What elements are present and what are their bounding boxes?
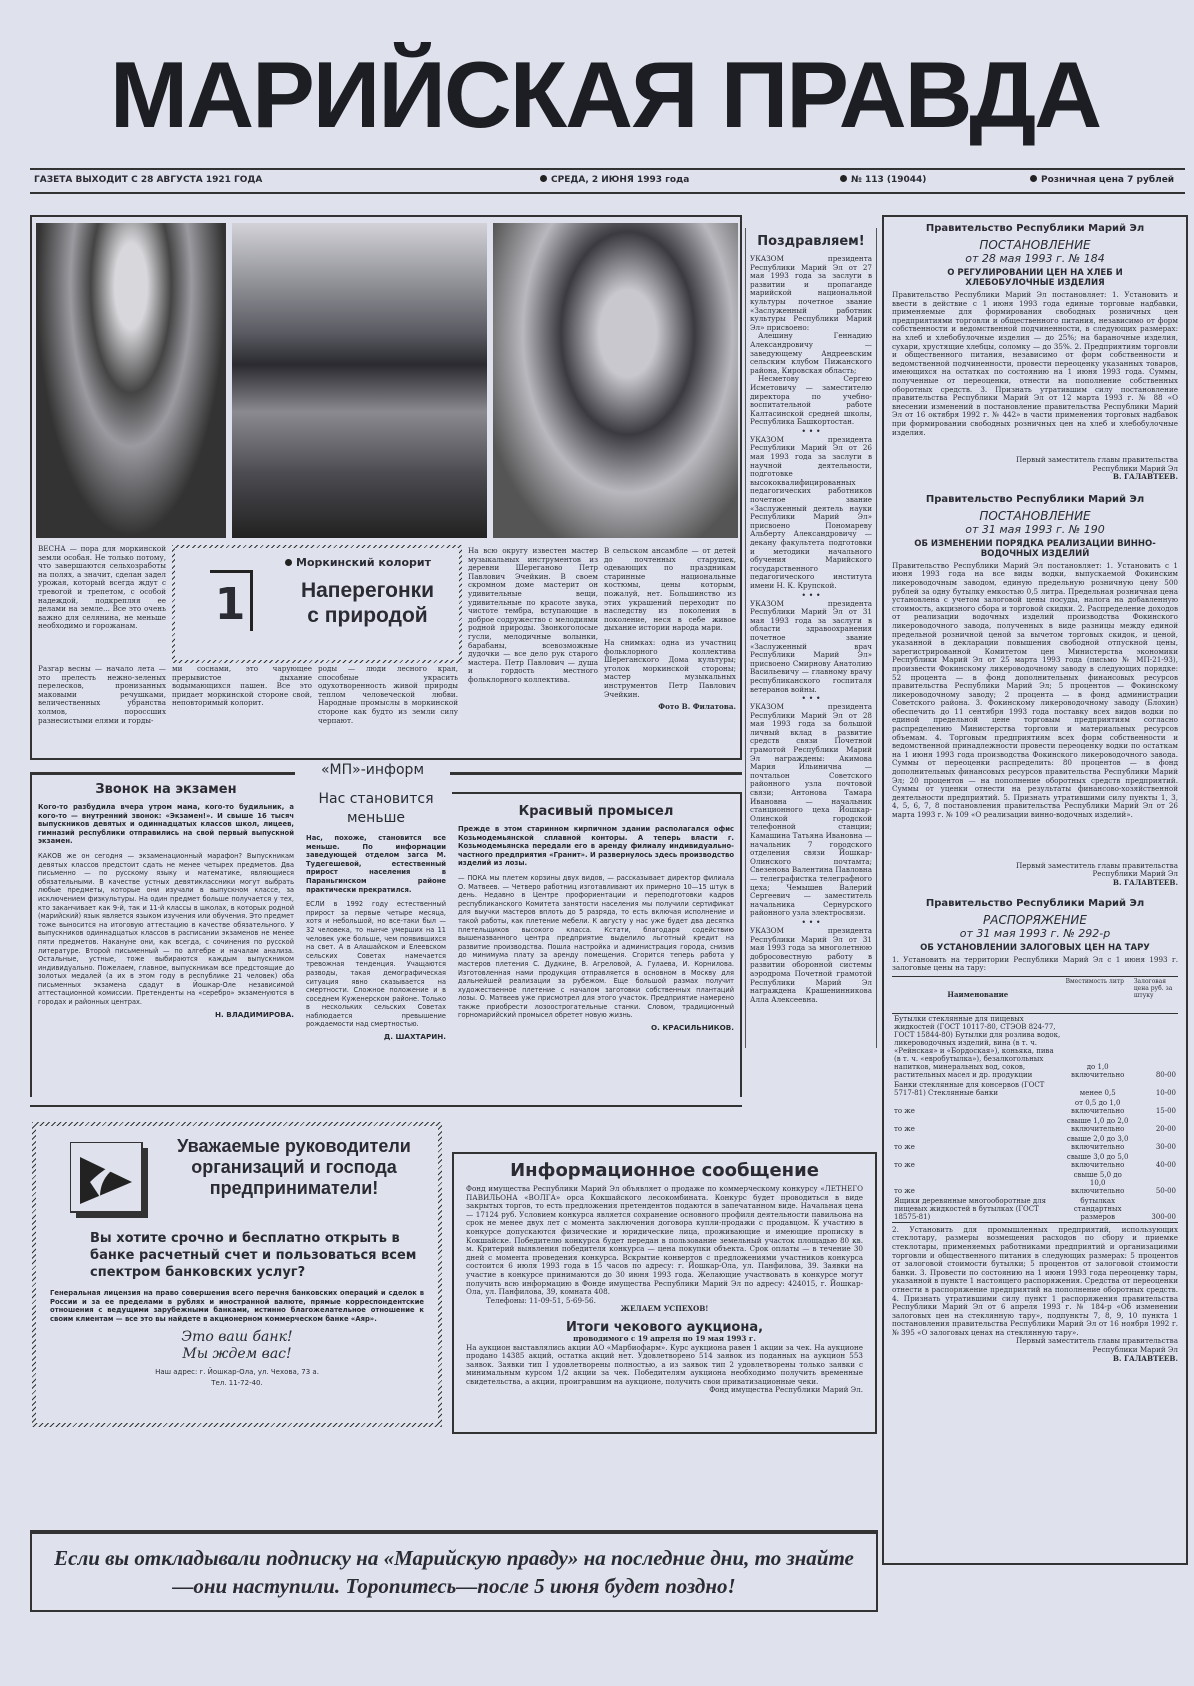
info-phones: Телефоны: 11-09-51, 5-69-56.	[486, 1295, 596, 1305]
article-lead: Прежде в этом старинном кирпичном здании располагался офис Козьмодемьянской сплавной конторы. А теперь власти г. Козьмодемьянска передали его в аренду филиалу индивидуально-частного предприятия «Гранит». И развернулось здесь производство изделий из лозы.	[458, 825, 734, 868]
decree-body: 2. Установить для промышленных предприятий, использующих стеклотару, размеры возмещения расходов по сбору и приемке стеклотары, применяемых работниками предприятий и организациями торговли и общественного питания в следующих размерах: 5 процентов от залоговой стоимости бутылки; 5 процентов от залоговой стоимости банки. 3. Провести по состоянию на 1 июня 1993 года переоценку тары, указанной в пункте 1 настоящего распоряжения. Средства от переоценки отнести в распоряжение предприятий на пополнение оборотных средств. 4. Признать утратившими силу пункт 1 распоряжения правительства Республики Марий Эл от 6 апреля 1993 г. № 184-р «Об изменении залоговых цен на стеклянную тару», подпункты 7, 8, 9, 10 пункта 1 постановления правительства Республики Марий Эл от 16 ноября 1992 г. № 395 «О залоговых ценах на стеклянную тару».	[892, 1224, 1178, 1337]
price: Розничная цена 7 рублей	[1041, 175, 1175, 185]
order-292	[892, 898, 1178, 1364]
article-title: Нас становится меньше	[318, 791, 434, 826]
table-row	[892, 1196, 1178, 1223]
rubric-mp-inform: «МП»-информ	[320, 762, 425, 778]
decree-text: Алешину Геннадию Александровичу — заведующему Андреевским сельским клубом Пижанского района, Кировская область;	[750, 331, 872, 375]
decree-title: О РЕГУЛИРОВАНИИ ЦЕН НА ХЛЕБ И ХЛЕБОБУЛОЧНЫЕ ИЗДЕЛИЯ	[947, 268, 1123, 288]
auction-subtitle: проводимого с 19 апреля по 19 мая 1993 г.	[573, 1333, 756, 1343]
decree-body: Правительство Республики Марий Эл постановляет: 1. Установить и ввести в действие с 1 июня 1993 года единые торговые надбавки, применяемые для формирования свободных розничных цен предприятиями торговли и общественного питания, независимо от форм собственности и ведомственной подчиненности, в следующих размерах: на хлеб и хлебобулочные изделия — до 25%; на бараночные изделия, сухари, хрустящие хлебцы, соломку — до 35%. 2. Предприятиям торговли и общественного питания, независимо от форм собственности и ведомственной подчиненности, провести переоценку указанных товаров, имеющихся на остатках по состоянию на 1 июня 1993 года. Суммы, полученные от переоценки, отнести на пополнение собственных оборотных средств. 3. Признать утратившим силу постановление правительства Республики Марий Эл от 12 марта 1993 г. № 88 «О внесении изменений в постановление правительства Республики Марий Эл от 16 октября 1992 г. № 442» в части применения торговых надбавок при формировании свободных розничных цен на хлеб и хлебобулочные изделия.	[892, 290, 1178, 437]
decree-issuer: Правительство Республики Марий Эл	[925, 493, 1145, 505]
article-craft	[452, 792, 742, 1097]
bullet-icon	[840, 175, 847, 182]
auction-body: На аукцион выставлялись акции АО «Марбиофарм». Курс аукциона равен 1 акции за чек. На аукционе продано 14385 акций, остатка акций нет. Удовлетворено 514 заявок из поданных на аукцион 553 заявок. Заявки тип I удовлетворены полностью, а из заявок тип 2 удовлетворены только заявки с минимальным курсом 1/2 акции за чек. Победителям аукциона необходимо получить временные свидетельства, а акции, проигравшим на аукционе, получить свои приватизационные чеки.	[466, 1342, 863, 1386]
decree-text: УКАЗОМ президента Республики Марий Эл от 26 мая 1993 года за заслуги в научной деятельности, подготовке высококвалифицированных педагогических работников почетное звание «Заслуженный деятель науки Республики Марий Эл» присвоено Пономареву Альберту Александровичу — декану факультета подготовки и методики начального обучения Марийского государственного педагогического института имени Н. К. Крупской.	[750, 434, 872, 590]
info-wish: ЖЕЛАЕМ УСПЕХОВ!	[620, 1304, 709, 1314]
column-header: Вместимость литр	[1065, 977, 1125, 985]
deposit-price: 15-00	[1155, 1106, 1176, 1115]
column-header: Наименование	[947, 990, 1009, 1000]
info-message	[452, 1152, 877, 1434]
photo-landscape	[232, 223, 487, 538]
table-row	[892, 1170, 1178, 1196]
decree-body: 1. Установить на территории Республики Марий Эл с 1 июня 1993 г. залоговые цены на тару:	[892, 954, 1178, 973]
congrats-column: Поздравляем! УКАЗОМ президента Республики Марий Эл от 27 мая 1993 года за заслуги в развитии и пропаганде марийской национальной культуры почетное звание «Заслуженный работник культуры Республики Марий Эл» присвоено: Алешину Геннадию Александровичу — заведующему Андреевским сельским клубом Пижанского района, Кировская область; Несметову Сергею Исметовичу — заместителю директора по учебно-воспитательной работе Калтасинской средней школы, Республика Башкортостан. • • • УКАЗОМ президента Республики Марий Эл от 26 мая 1993 года за заслуги в научной деятельности, подготовке высококвалифицированных педагогических работников почетное звание «Заслуженный деятель науки Республики Марий Эл» присвоено Пономареву Альберту Александровичу — декану факультета подготовки и методики начального обучения Марийского государственного педагогического института имени Н. К. Крупской. • • • УКАЗОМ президента Республики Марий Эл от 31 мая 1993 года за заслуги в области здравоохранения почетное звание «Заслуженный врач Республики Марий Эл» присвоено Смирнову Анатолию Васильевичу — главному врачу республиканского госпиталя ветеранов войны. • • • УКАЗОМ президента Республики Марий Эл от 28 мая 1993 года за большой личный вклад в развитие средств связи Почетной грамотой Республики Марий Эл награждены: Акимова Мария Ильинична — почтальон Советского районного узла почтовой связи; Антонова Тамара Ивановна — начальник станционного цеха Йошкар-Олинской городской телефонной станции; Камашина Татьяна Ивановна — начальник 7 городского отделения связи Йошкар-Олинского почтамта; Свезенова Валентина Павловна — телеграфистка телеграфного цеха; Чемышев Валерий Сергеевич — заместитель начальника Сернурского районного узла электросвязи. • • • УКАЗОМ президента Республики Марий Эл от 31 мая 1993 года за многолетнюю добросовестную работу в развитии оборонной системы аэродрома Почетной грамотой Республики Марий Эл награждена Крашенинникова Алла Алексеевна.	[745, 228, 877, 1048]
table-row	[892, 1116, 1178, 1134]
congrats-title: Поздравляем!	[757, 234, 865, 249]
deposit-price: 20-00	[1155, 1124, 1176, 1133]
article-body: — ПОКА мы плетем корзины двух видов, — рассказывает директор филиала О. Матвеев. — Четверо работниц изготавливают их примерно 10—15 штук в день. Недавно в Центре профориентации и переподготовки кадров республиканского Комитета занятости населения мы получили сертификат для выучки мастеров вплоть до 5 разряда, то есть включая исполнение и такой работы, как плетение мебели. К августу у нас уже будет два десятка плетельщиков высокого класса. Кстати, благодаря содействию вышеназванного центра предприятие выделило льготный кредит на развитие производства. Пошла настройка и администрация города, снизив до минимума плату за аренду помещения. Сгорится теперь работа у мастеров плетения С. Дудкине, В. Агреловой, А. Гулаева, И. Корнилова. Изготовленная нами продукция отправляется в основном в Москву для дальнейшей реализации за рубежом. Еще большой размах получит художественное плетение с началом заготовки собственных плантаций лозы. О. Матвеев уже присмотрел для этого участок. Предприятие намерено также приобрести лозоострогательные станки. Словом, традиционный горномарийский промысел обретет новую жизнь.	[458, 873, 734, 1020]
decree-issuer: Правительство Республики Марий Эл	[925, 897, 1145, 909]
decree-type: ПОСТАНОВЛЕНИЕ	[979, 238, 1091, 252]
bullet-icon	[285, 559, 292, 566]
bullet-icon	[540, 175, 547, 182]
rubric: Моркинский колорит	[296, 556, 431, 569]
capacity: свыше 3,0 до 5,0 включительно	[1066, 1152, 1129, 1169]
deposit-price: 40-00	[1155, 1160, 1176, 1169]
feature-headline-frame	[172, 545, 462, 663]
item-name: Ящики деревянные многооборотные для пищевых жидкостей в бутылках (ГОСТ 18575-81)	[894, 1196, 1046, 1221]
decree-date: от 28 мая 1993 г. № 184	[965, 252, 1105, 265]
decree-184	[892, 223, 1178, 482]
bank-logo-icon	[70, 1142, 150, 1220]
feature-intro: ВЕСНА — пора для моркинской земли особая. Не только потому, что завершаются сельхозработы на полях, а значит, сделан задел урожая, который всегда ждут с тревогой и трепетом, с особой надеждой, подкрепляя ее делами на земле... Все это очень важно для селянина, не меньше необходимо и горожанам.	[38, 544, 166, 631]
feature-col3: роды — люди лесного края, способные украсить одухотворенность живой природы теплом человеческой любви. Народные промыслы в моркинской стороне как будто из земли силу черпают.	[318, 664, 458, 725]
government-decrees	[882, 215, 1188, 1565]
photo-credit: Фото В. Филатова.	[658, 702, 736, 712]
capacity: от 0,5 до 1,0 включительно	[1071, 1098, 1125, 1115]
deposit-price: 50-00	[1155, 1186, 1176, 1195]
info-title: Информационное сообщение	[510, 1160, 819, 1181]
decree-title: ОБ УСТАНОВЛЕНИИ ЗАЛОГОВЫХ ЦЕН НА ТАРУ	[920, 942, 1150, 953]
photo-woman-in-costume	[36, 223, 226, 538]
item-name: то же	[894, 1160, 915, 1169]
article-exam	[30, 772, 300, 1097]
subscription-banner	[30, 1530, 878, 1612]
info-bar	[30, 168, 1185, 194]
deposit-price: 300-00	[1151, 1212, 1176, 1221]
capacity: до 1,0 включительно	[1071, 1062, 1125, 1079]
feature-col1: Разгар весны — начало лета — это прелесть нежно-зеленых перелесков, пронизанных маковыми речушками, величественных убранства холмов, пороссших разнесистыми елями и горды-	[38, 664, 166, 725]
bank-slogan: Мы ждем вас!	[182, 1346, 292, 1363]
feature-col4: На всю округу известен мастер музыкальных инструментов из деревни Шереганово Петр Павлович Эчейкин. В своем скромном доме мастерит он удивительные вещи, удивительные по красоте звука, чистоте тембра, вступающие в доброе содружество с мелодиями родной природы. Звонкоголосые гусли, мелодичные волынки, барабаны, всевозможные дудочки — все дело рук старого мастера. Петр Павлович — душа и гордость местного фольклорного коллектива.	[468, 546, 598, 684]
headline-line2: с природой	[307, 604, 428, 627]
decree-text: УКАЗОМ президента Республики Марий Эл от 27 мая 1993 года за заслуги в развитии и пропаганде марийской национальной культуры почетное звание «Заслуженный работник культуры Республики Марий Эл» присвоено:	[750, 254, 872, 332]
bank-phone: Тел. 11-72-40.	[211, 1379, 263, 1388]
item-name: то же	[894, 1124, 915, 1133]
item-name: то же	[894, 1142, 915, 1151]
signature: В. ГАЛАВТЕЕВ.	[1112, 1353, 1178, 1363]
item-name: то же	[894, 1106, 915, 1115]
bank-headline: Уважаемые руководители организаций и господа предприниматели!	[177, 1136, 411, 1198]
table-row	[892, 1080, 1178, 1098]
bank-slogan: Это ваш банк!	[181, 1329, 293, 1346]
decree-title: ОБ ИЗМЕНЕНИИ ПОРЯДКА РЕАЛИЗАЦИИ ВИННО-ВОДОЧНЫХ ИЗДЕЛИЙ	[914, 538, 1156, 559]
signature-title: Первый заместитель главы правительства Республики Марий Эл	[1015, 455, 1178, 473]
mp-inform-section	[30, 760, 742, 1110]
article-lead: Нас, похоже, становится все меньше. По информации заведующей отделом загса М. Тудегешевой, естественный прирост населения в Параньгинском районе практически прекратился.	[306, 834, 446, 894]
signature-title: Первый заместитель главы правительства Республики Марий Эл	[1015, 860, 1178, 879]
tare-price-table	[892, 976, 1178, 1223]
capacity: свыше 1,0 до 2,0 включительно	[1066, 1116, 1129, 1133]
article-author: Д. ШАХТАРИН.	[383, 1032, 446, 1042]
subscription-text: Если вы откладывали подписку на «Марийскую правду» на последние дни, то знайте—они наступили. Торопитесь—после 5 июня будет поздно!	[54, 1546, 854, 1598]
decree-date: от 31 мая 1993 г. № 292-р	[959, 926, 1111, 940]
article-body: КАКОВ же он сегодня — экзаменационный марафон? Выпускникам девятых классов предстоит сдать не менее четырех предметов. Два письменно — по русскому языку и математике, являющиеся обязательными. В качестве устных девятиклассники могут выбрать любые предметы, которые они изучали в выпускном классе, за исключением физкультуры. На один предмет больше получается у тех, кто заканчивает как 9-й, так и 11-й классы в школах, в которых родной (марийский) язык является языком изучения или обучения. Это предмет тоже выносится на итоговую аттестацию в качестве обязательного. У выпускников одиннадцатых классов в расписании экзаменов не менее пяти предметов. Накануне они, как всегда, с сочинения по русской литературе. Второй письменный — по алгебре и началам анализа. Остальные, устные, тоже выбираются каждым выпускником индивидуально. Пожелаем, главное, выпускникам все предстоящие до золотых медалей (а их в этом году в республике 21 человек) оба письменных экзамена сдадут в Йошкар-Оле независимой аттестационной комиссии. Претенденты на «серебро» экзаменуются в городах и районных центрах.	[38, 851, 294, 1007]
article-title: Звонок на экзамен	[95, 782, 237, 797]
signature-title: Первый заместитель главы правительства Республики Марий Эл	[1015, 1336, 1178, 1355]
article-author: Н. ВЛАДИМИРОВА.	[215, 1009, 294, 1019]
article-population	[306, 790, 446, 1042]
masthead-title: МАРИЙСКАЯ ПРАВДА	[109, 42, 1101, 147]
capacity: свыше 5,0 до 10,0 включительно	[1071, 1170, 1125, 1195]
signature: В. ГАЛАВТЕЕВ.	[1112, 472, 1178, 482]
deposit-price: 80-00	[1155, 1070, 1176, 1079]
item-name: Банки стеклянные для консервов (ГОСТ 5717-81) Стеклянные банки	[894, 1080, 1045, 1097]
capacity: менее 0,5	[1079, 1088, 1116, 1097]
bank-advertisement	[32, 1122, 442, 1427]
headline-line1: Наперегонки	[300, 579, 435, 602]
decree-type: РАСПОРЯЖЕНИЕ	[983, 912, 1087, 927]
item-name: то же	[894, 1186, 915, 1195]
photo-caption: На снимках: одна из участниц фольклорного коллектива Шереганского Дома культуры; уголок моркинской стороны; мастер музыкальных инструментов Петр Павлович Эчейкин.	[604, 637, 736, 699]
decree-190	[892, 494, 1178, 888]
column-header: Залоговая цена руб. за штуку	[1133, 977, 1173, 999]
series-number: 1	[210, 570, 253, 631]
article-lead: Кого-то разбудила вчера утром мама, кого-то будильник, а кого-то — внутренний звонок: «Экзамен!». И свыше 16 тысяч выпускников девятых и одиннадцатых классов школ, лицеев, гимназий республики отправились на свой первый выпускной экзамен.	[38, 803, 294, 846]
capacity: бутылках стандартных размеров	[1073, 1196, 1122, 1221]
issue-date: СРЕДА, 2 ИЮНЯ 1993 года	[551, 175, 690, 185]
decree-text: УКАЗОМ президента Республики Марий Эл от 31 мая 1993 года за заслуги в области здравоохранения почетное звание «Заслуженный врач Республики Марий Эл» присвоено Смирнову Анатолию Васильевичу — главному врачу республиканского госпиталя ветеранов войны.	[750, 598, 872, 694]
table-row	[892, 1013, 1178, 1080]
signature: В. ГАЛАВТЕЕВ.	[1112, 877, 1178, 887]
table-row	[892, 1098, 1178, 1116]
bullet-icon	[1030, 175, 1037, 182]
decree-text: УКАЗОМ президента Республики Марий Эл от 31 мая 1993 года за многолетнюю добросовестную работу в развитии оборонной системы аэродрома Почетной грамотой Республики Марий Эл награждена Крашенинникова Алла Алексеевна.	[750, 925, 872, 1004]
table-row	[892, 1152, 1178, 1170]
decree-text: Несметову Сергею Исметовичу — заместителю директора по учебно-воспитательной работе Калтасинской средней школы, Республика Башкортостан.	[750, 374, 872, 427]
issue-number: № 113 (19044)	[851, 175, 927, 185]
bank-address: Наш адрес: г. Йошкар-Ола, ул. Чехова, 73 а.	[155, 1368, 319, 1377]
item-name: Бутылки стеклянные для пищевых жидкостей (ГОСТ 10117-80, СТЭОВ 824-77, ГОСТ 15844-80) Бутылки для розлива водок, ликероводочных изделий, вина (в т. ч. «Рейнская» и «Бордоская»), коньяка, пива (в т. ч. «евробутылка»), безалкогольных напитков, минеральных вод, соков, растительных масел и др. продукции	[894, 1014, 1061, 1079]
article-title: Красивый промысел	[518, 804, 674, 819]
bank-question: Вы хотите срочно и бесплатно открыть в банке расчетный счет и пользоваться всем спектром банковских услуг?	[90, 1231, 417, 1280]
decree-type: ПОСТАНОВЛЕНИЕ	[979, 508, 1091, 523]
photo-instrument-maker	[493, 223, 738, 538]
article-author: О. КРАСИЛЬНИКОВ.	[650, 1023, 734, 1033]
table-row	[892, 1134, 1178, 1152]
feature-col2: ми соснами, это чарующее прерывистое дыхание водымающихся пашен. Все это придает моркинской стороне свой, неповторимый колорит.	[172, 664, 312, 708]
deposit-price: 10-00	[1155, 1088, 1176, 1097]
capacity: свыше 2,0 до 3,0 включительно	[1066, 1134, 1129, 1151]
bank-body: Генеральная лицензия на право совершения всего перечня банковских операций и сделок в России и за ее пределами в рублях и иностранной валюте, прямые корреспондентские отношения с ведущими зарубежными банками, истинно благожелательное отношение к своим клиентам — все это вы найдете в акционерном коммерческом банке «Аяр».	[50, 1289, 424, 1323]
feature-col5: В сельском ансамбле — от детей до почтенных старушек, одевающих по праздникам старинные национальные костюмы, цены которым, пожалуй, нет. Большинство из этих украшений переходит по наследству из поколения в поколение, неся в себе живое дыхание истории народа мари.	[604, 546, 736, 633]
founded-note: ГАЗЕТА ВЫХОДИТ С 28 АВГУСТА 1921 ГОДА	[34, 175, 263, 185]
auction-title: Итоги чекового аукциона,	[565, 1319, 764, 1335]
article-body: ЕСЛИ в 1992 году естественный прирост за первые четыре месяца, хотя и небольшой, но все-таки был — 32 человека, то нынче умерших на 11 человек уже больше, чем появившихся на свет. А в Алашайском и Елеевском сельских Советах намечается тревожная тенденция. Учащаются разводы, такая демографическая ситуация явно сказывается на смертности. Сложное положение и в соседнем Куженерском районе. Только в нескольких сельских Советах наблюдается превышение рождаемости над смертностью.	[306, 900, 446, 1029]
decree-body: Правительство Республики Марий Эл постановляет: 1. Установить с 1 июня 1993 года на все виды водки, выпускаемой Фокинским ликероводочным заводом, единую предельную розничную цену 500 рублей за одну бутылку емкостью 0,5 литра. Предельная розничная цена установлена с учетом залоговой цены посуды, налога на добавленную стоимость, акцизного сбора и торговой скидки. 2. Распределение доходов от реализации водочных изделий производства Фокинского ликероводочного завода, полученных в виде разницы между единой предельной розничной ценой за вычетом торговых скидок, и ценой, указанной в декларации повышения свободной отпускной цены, зарегистрированной Комитетом цен Министерства экономики Республики Марий Эл от 25 марта 1993 года (письмо № МП-21-93), произвести Фокинскому ликероводочному заводу в следующих порядке: 52 процента — в фонд дополнительных финансовых ресурсов правительства Республики Марий Эл; 5 процентов — Фокинскому ликероводочному заводу; 2 процента — в фонд администрации Советского района. 3. Фокинскому ликероводочному заводу (Блохин) обеспечить до 11 сентября 1993 года поставку всех видов водки по единой предельной цене торговым предприятиям согласно распределению Министерства торговли и материальных ресурсов объемам. 4. Торговым предприятиям всех форм собственности и ведомственной принадлежности провести переоценку водки по остаткам на 1 июня 1993 года производства Фокинского ликероводочного завода. Суммы от переоценки распределить: 80 процентов — в фонд дополнительных финансовых ресурсов правительства Республики Марий Эл; 20 процентов — на пополнение оборотных средств предприятий. Суммы от уценки отнести на результаты финансово-хозяйственной деятельности предприятий. 5. Признать утратившими силу пункты 1, 3, 4, 5, 6, 7, 8 постановления правительства Республики Марий Эл от 26 марта 1993 г. № 109 «О реализации винно-водочных изделий».	[892, 560, 1178, 819]
deposit-price: 30-00	[1155, 1142, 1176, 1151]
decree-text: УКАЗОМ президента Республики Марий Эл от 28 мая 1993 года за большой личный вклад в развитие средств связи Почетной грамотой Республики Марий Эл награждены: Акимова Мария Ильинична — почтальон Советского районного узла почтовой связи; Антонова Тамара Ивановна — начальник станционного цеха Йошкар-Олинской городской телефонной станции; Камашина Татьяна Ивановна — начальник 7 городского отделения связи Йошкар-Олинского почтамта; Свезенова Валентина Павловна — телеграфистка телеграфного цеха; Чемышев Валерий Сергеевич — заместитель начальника Сернурского районного узла электросвязи.	[750, 702, 872, 918]
auction-sign: Фонд имущества Республики Марий Эл.	[709, 1385, 863, 1395]
decree-date: от 31 мая 1993 г. № 190	[965, 522, 1105, 536]
decree-issuer: Правительство Республики Марий Эл	[925, 223, 1145, 234]
info-body: Фонд имущества Республики Марий Эл объявляет о продаже по коммерческому конкурсу «ЛЕТНЕГО ПАВИЛЬОНА «ВОЛГА» орса Кокшайского лесокомбината. Конкурс будет проводиться в виде закрытых торгов, то есть предложения претендентов подаются в запечатанном виде. Начальная цена — 17124 руб. Условием конкурса является сохранение основного профиля деятельности павильона на срок не менее двух лет с момента заключения договора купли-продажи с продавцом. К участию в конкурсе допускаются физические и юридические лица, проживающие и имеющие прописку в Кокшайске. Победителю конкурса будет передан в пользование земельный участок площадью 80 кв. м. Критерий выявления победителя конкурса — цена покупки объекта. Срок оплаты — в течение 30 дней с момента проведения конкурса. Вскрытие конвертов с предложениями участников конкурса состоится 6 июля 1993 года в 15 часов по адресу: г. Йошкар-Ола, ул. Панфилова, 39. Заявки на участие в конкурсе принимаются до 30 июня 1993 года. Желающие участвовать в конкурсе могут получить всю информацию в Фонде имущества Республики Марий Эл по адресу: 424015, г. Йошкар-Ола, ул. Панфилова, 39, комната 408.	[466, 1184, 863, 1297]
feature-article	[30, 215, 742, 760]
